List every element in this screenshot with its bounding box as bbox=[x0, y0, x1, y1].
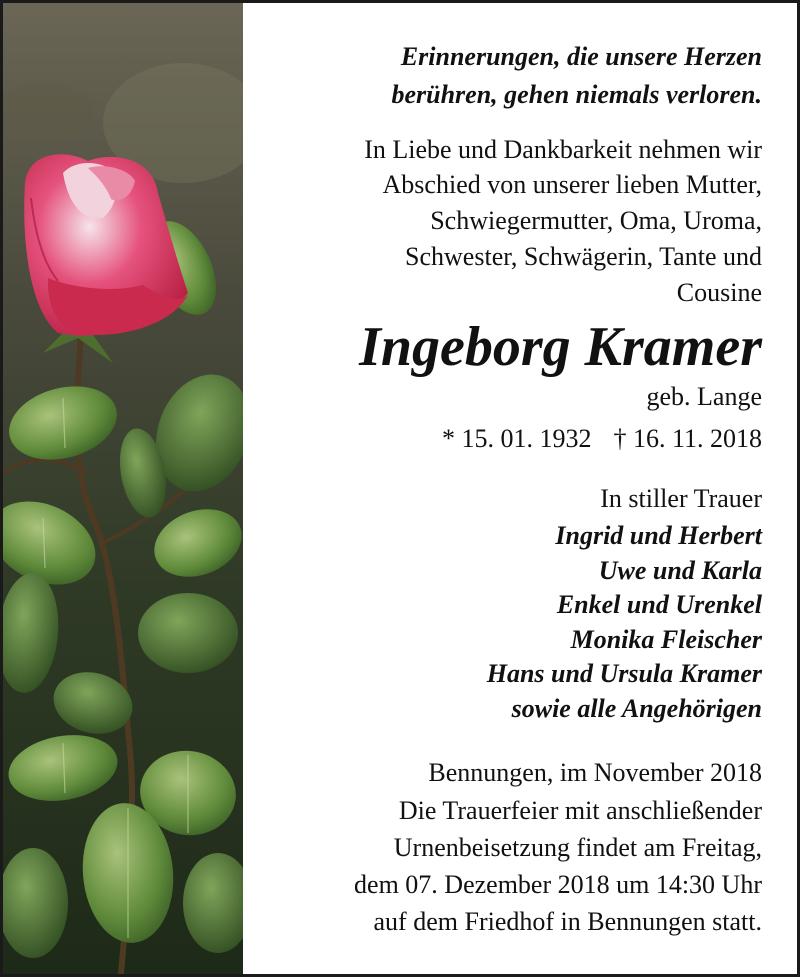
place-date: Bennungen, im November 2018 bbox=[428, 758, 762, 787]
intro-line-2: Abschied von unserer lieben Mutter, bbox=[382, 170, 762, 199]
life-dates bbox=[442, 422, 762, 456]
mourner-2: Uwe und Karla bbox=[598, 556, 762, 585]
mourner-5: Hans und Ursula Kramer bbox=[486, 659, 762, 688]
mourning-label: In stiller Trauer bbox=[600, 484, 762, 513]
intro-line-4: Schwester, Schwägerin, Tante und bbox=[405, 242, 762, 271]
death-date: † 16. 11. 2018 bbox=[613, 424, 762, 453]
birth-date: * 15. 01. 1932 bbox=[441, 424, 592, 453]
intro-line-5: Cousine bbox=[676, 278, 762, 307]
motto-line-1: Erinnerungen, die unsere Herzen bbox=[400, 42, 762, 71]
mourner-4: Monika Fleischer bbox=[570, 625, 762, 654]
mourner-1: Ingrid und Herbert bbox=[555, 521, 762, 550]
ceremony-line-4: auf dem Friedhof in Bennungen statt. bbox=[373, 907, 762, 936]
ceremony-line-1: Die Trauerfeier mit anschließender bbox=[398, 796, 762, 825]
maiden-name: geb. Lange bbox=[646, 382, 762, 411]
motto-line-2: berühren, gehen niemals verloren. bbox=[391, 80, 762, 109]
intro-line-1: In Liebe und Dankbarkeit nehmen wir bbox=[364, 135, 762, 164]
mourner-3: Enkel und Urenkel bbox=[556, 590, 762, 619]
notice-text bbox=[262, 0, 762, 977]
deceased-name: Ingeborg Kramer bbox=[359, 316, 762, 378]
ceremony-line-2: Urnenbeisetzung findet am Freitag, bbox=[393, 833, 762, 862]
mourner-6: sowie alle Angehörigen bbox=[511, 694, 762, 723]
rose-icon bbox=[3, 3, 243, 974]
ceremony-line-3: dem 07. Dezember 2018 um 14:30 Uhr bbox=[354, 870, 762, 899]
rose-photo bbox=[3, 3, 243, 974]
intro-line-3: Schwiegermutter, Oma, Uroma, bbox=[430, 206, 762, 235]
